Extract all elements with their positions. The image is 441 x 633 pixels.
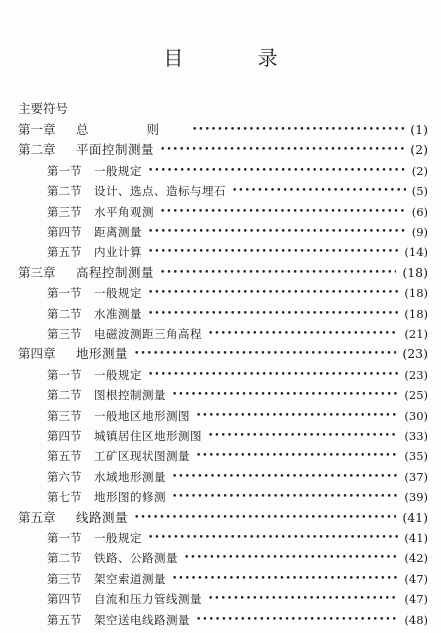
toc-section-row <box>47 161 428 181</box>
dot-leader <box>196 610 398 630</box>
dot-leader <box>172 467 398 487</box>
dot-leader <box>148 304 398 324</box>
toc-page-number: (14) <box>404 245 428 260</box>
dot-leader <box>134 508 396 528</box>
toc-entry-number: 第五章 <box>18 509 56 525</box>
toc-chapter-row <box>18 140 428 160</box>
toc-entry-title: 城镇居住区地形测图 <box>94 429 202 443</box>
dot-leader <box>148 283 398 303</box>
dot-leader <box>208 324 398 344</box>
toc-section-row <box>47 304 428 324</box>
dot-leader <box>160 140 404 160</box>
toc-page-number: (41) <box>404 531 428 545</box>
toc-page-number: (42) <box>404 551 428 566</box>
toc-page-number: (5) <box>411 184 428 199</box>
toc-entry-number: 第三章 <box>18 264 56 280</box>
toc-section-row <box>47 446 428 466</box>
dot-leader <box>196 446 398 466</box>
toc-entry-number: 第三节 <box>47 571 82 586</box>
toc-entry-title: 水域地形测量 <box>94 469 166 484</box>
toc-section-row <box>47 406 428 426</box>
toc-entry-title: 总 则 <box>76 122 186 137</box>
dot-leader <box>134 344 396 364</box>
dot-leader <box>148 222 406 242</box>
toc-page-number: (23) <box>402 346 428 362</box>
toc-entry-number: 第三节 <box>47 327 82 341</box>
toc-entry-number: 第二节 <box>47 388 82 403</box>
toc-page-number: (47) <box>404 571 428 586</box>
dot-leader <box>160 263 396 283</box>
toc-page-number: (1) <box>410 122 428 137</box>
toc-page-number: (18) <box>404 286 428 301</box>
toc-entry-number: 第五节 <box>47 245 82 260</box>
toc-entry-title: 地形图的修测 <box>94 490 166 505</box>
toc-section-row <box>47 467 428 487</box>
dot-leader <box>184 548 398 568</box>
dot-leader <box>208 589 398 609</box>
toc-entry-title: 一般规定 <box>94 163 142 178</box>
toc-entry-title: 高程控制测量 <box>76 264 155 280</box>
toc-chapter-row <box>18 263 428 283</box>
toc-entry-title: 工矿区现状图测量 <box>94 449 190 464</box>
toc-entry-number: 第四节 <box>47 429 82 443</box>
dot-leader <box>148 242 398 262</box>
toc-entry-title: 一般规定 <box>94 531 142 545</box>
page-title: 目 录 <box>163 46 312 70</box>
dot-leader <box>148 365 398 385</box>
toc-page-number: (18) <box>404 306 428 321</box>
toc-page-number: (21) <box>404 327 428 341</box>
dot-leader <box>196 406 398 426</box>
toc-chapter-row <box>18 120 428 140</box>
toc-page-number: (37) <box>404 469 428 484</box>
toc-section-row <box>47 283 428 303</box>
toc-entry-title: 架空索道测量 <box>94 571 166 586</box>
toc-section-row <box>47 569 428 589</box>
toc-entry-title: 距离测量 <box>94 225 142 239</box>
toc-entry-title: 地形测量 <box>76 346 129 362</box>
toc-section-row <box>47 589 428 609</box>
toc-section-row <box>47 324 428 344</box>
toc-entry-number: 第四章 <box>18 346 56 362</box>
dot-leader <box>208 426 398 446</box>
toc-page-number: (47) <box>404 592 428 607</box>
toc-page-number: (18) <box>402 264 428 280</box>
toc-page-number: (35) <box>404 449 428 464</box>
toc-page-number: (9) <box>411 225 428 239</box>
dot-leader <box>148 528 398 548</box>
toc-page-number: (6) <box>411 204 428 219</box>
toc-chapter-row <box>18 508 428 528</box>
dot-leader <box>172 487 398 507</box>
dot-leader <box>160 202 406 222</box>
toc-entry-title: 内业计算 <box>94 245 142 260</box>
toc-page-number: (33) <box>404 429 428 443</box>
toc-page-number: (41) <box>402 509 428 525</box>
toc-entry-number: 第七节 <box>47 490 82 505</box>
toc-entry-number: 第一节 <box>47 367 82 382</box>
toc-page-number: (25) <box>404 388 428 403</box>
toc-entry-number: 第一节 <box>47 286 82 301</box>
toc-entry-number: 第四节 <box>47 225 82 239</box>
dot-leader <box>148 161 406 181</box>
toc-entry-title: 架空送电线路测量 <box>94 612 190 627</box>
toc-section-row <box>47 385 428 405</box>
toc-chapter-row <box>18 344 428 364</box>
toc-entry-number: 第二章 <box>18 142 56 158</box>
toc-entry-number: 第六节 <box>47 469 82 484</box>
toc-entry-title: 水准测量 <box>94 306 142 321</box>
toc-section-row <box>47 181 428 201</box>
toc-entry-number: 第三节 <box>47 204 82 219</box>
toc-entry-title: 电磁波测距三角高程 <box>94 327 202 341</box>
dot-leader <box>232 181 406 201</box>
toc-entry-title: 图根控制测量 <box>94 388 166 403</box>
dot-leader <box>172 385 398 405</box>
toc-entry-number: 第五节 <box>47 449 82 464</box>
dot-leader <box>172 569 398 589</box>
toc-entry-number: 第二节 <box>47 551 82 566</box>
toc-entry-number: 第一节 <box>47 163 82 178</box>
toc-page-number: (30) <box>404 408 428 423</box>
toc-page-number: (23) <box>404 367 428 382</box>
toc-entry-title: 平面控制测量 <box>76 142 155 158</box>
preface-entry: 主要符号 <box>18 101 69 116</box>
toc-page-number: (2) <box>410 142 428 158</box>
toc-page-number: (39) <box>404 490 428 505</box>
toc-entry-number: 第二节 <box>47 184 82 199</box>
toc-entry-number: 第一章 <box>18 122 56 137</box>
toc-entry-title: 一般规定 <box>94 286 142 301</box>
toc-entry-number: 第四节 <box>47 592 82 607</box>
toc-section-row <box>47 242 428 262</box>
toc-entry-number: 第五节 <box>47 612 82 627</box>
toc-page-number: (2) <box>411 163 428 178</box>
toc-entry-title: 铁路、公路测量 <box>94 551 178 566</box>
toc-entry-title: 一般地区地形测图 <box>94 408 190 423</box>
toc-entry-number: 第三节 <box>47 408 82 423</box>
toc-entry-title: 一般规定 <box>94 367 142 382</box>
toc-entry-title: 设计、选点、造标与埋石 <box>94 184 226 199</box>
dot-leader <box>192 120 404 140</box>
toc-entry-title: 线路测量 <box>76 509 129 525</box>
toc-section-row <box>47 548 428 568</box>
toc-entry-number: 第二节 <box>47 306 82 321</box>
toc-entry-number: 第一节 <box>47 531 82 545</box>
toc-section-row <box>47 528 428 548</box>
toc-section-row <box>47 202 428 222</box>
toc-entry-title: 水平角观测 <box>94 204 154 219</box>
toc-section-row <box>47 222 428 242</box>
toc-page-number: (48) <box>404 612 428 627</box>
toc-section-row <box>47 610 428 630</box>
toc-section-row <box>47 426 428 446</box>
toc-section-row <box>47 487 428 507</box>
toc-entry-title: 自流和压力管线测量 <box>94 592 202 607</box>
toc-section-row <box>47 365 428 385</box>
